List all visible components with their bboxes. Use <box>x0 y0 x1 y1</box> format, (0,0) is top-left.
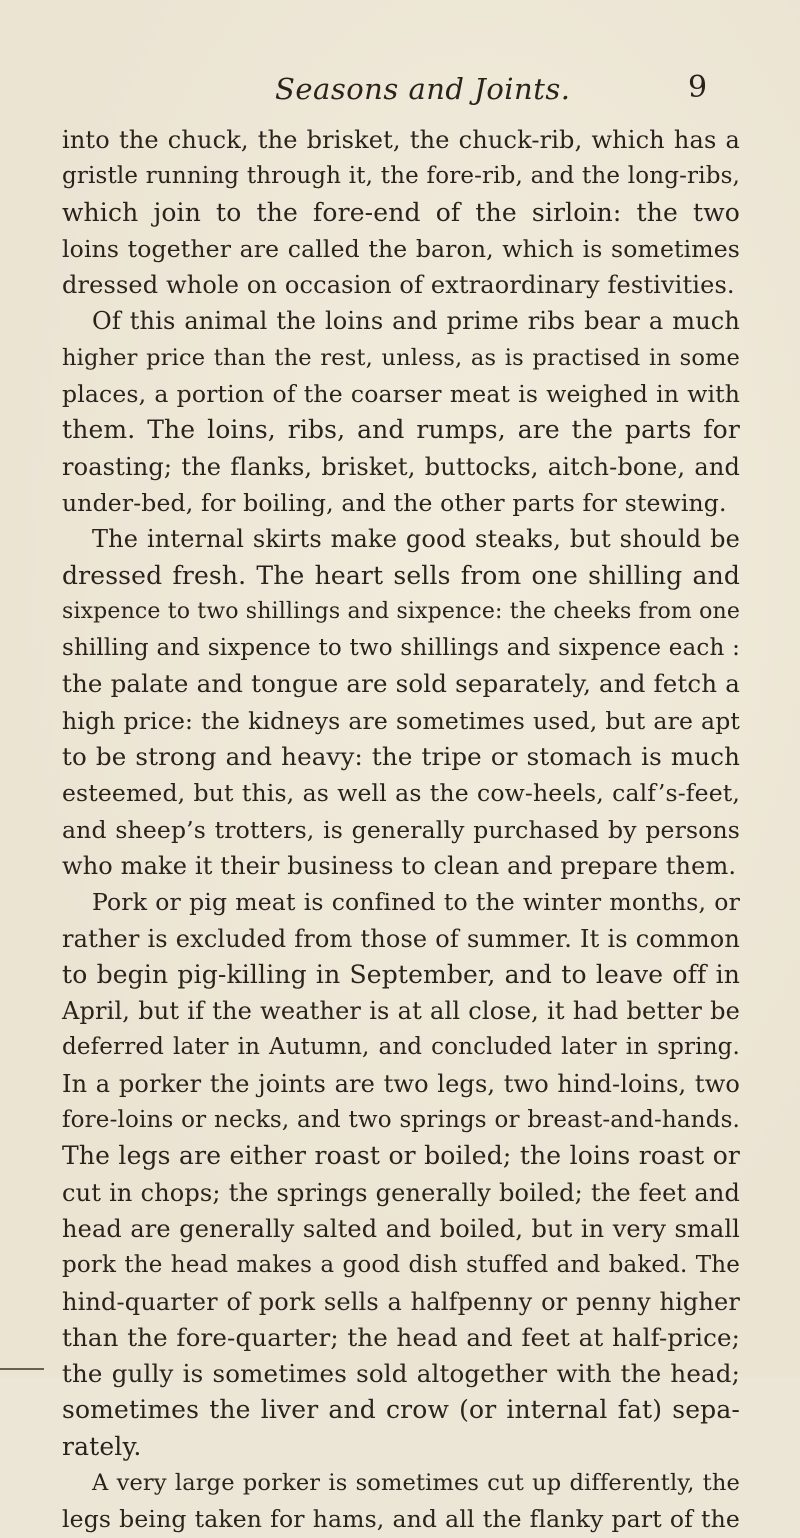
text-line: to be strong and heavy: the tripe or stomach is much <box>62 742 740 772</box>
text-line: into the chuck, the brisket, the chuck-rib, which has a <box>62 126 740 154</box>
text-line: hind-quarter of pork sells a halfpenny or penny higher <box>62 1287 740 1316</box>
text-line: legs being taken for hams, and all the flanky part of the <box>62 1505 740 1534</box>
text-line: April, but if the weather is at all close, it had better be <box>62 997 740 1026</box>
text-line: loins together are called the baron, which is sometimes <box>62 234 740 263</box>
paragraph-start-line: A very large porker is sometimes cut up differently, the <box>92 1469 740 1496</box>
text-line: than the fore-quarter; the head and feet at half-price; <box>62 1322 740 1352</box>
text-line: gristle running through it, the fore-rib, and the long-ribs, <box>62 163 740 190</box>
running-head <box>0 72 800 112</box>
text-line: The legs are either roast or boiled; the loins roast or <box>62 1141 740 1171</box>
paragraph-start-line: Of this animal the loins and prime ribs bear a much <box>92 307 740 336</box>
text-line: places, a portion of the coarser meat is weighed in with <box>62 380 740 409</box>
text-line: shilling and sixpence to two shillings and sixpence each : <box>62 635 740 662</box>
text-line: dressed whole on occasion of extraordinary festivities. <box>62 271 735 300</box>
text-line: sixpence to two shillings and sixpence: the cheeks from one <box>62 598 740 624</box>
running-title: Seasons and Joints. <box>275 72 571 106</box>
text-line: and sheep’s trotters, is generally purchased by persons <box>62 815 740 844</box>
text-line: under-bed, for boiling, and the other parts for stewing. <box>62 488 727 517</box>
text-line: deferred later in Autumn, and concluded later in spring. <box>62 1034 740 1061</box>
text-line: who make it their business to clean and prepare them. <box>62 851 737 880</box>
text-line: esteemed, but this, as well as the cow-heels, calf’s-feet, <box>62 779 740 808</box>
text-line: the gully is sometimes sold altogether with the head; <box>62 1359 740 1389</box>
text-line: roasting; the flanks, brisket, buttocks, aitch-bone, and <box>62 452 740 481</box>
paragraph-start-line: The internal skirts make good steaks, but should be <box>92 525 740 554</box>
text-line: head are generally salted and boiled, but in very small <box>62 1214 740 1243</box>
text-line: rately. <box>62 1431 142 1461</box>
text-line: higher price than the rest, unless, as is practised in some <box>62 344 740 371</box>
text-line: high price: the kidneys are sometimes used, but are apt <box>62 706 740 735</box>
text-line: which join to the fore-end of the sirloin: the two <box>62 197 740 227</box>
text-line: them. The loins, ribs, and rumps, are the parts for <box>62 415 740 445</box>
text-line: fore-loins or necks, and two springs or breast-and-hands. <box>62 1107 740 1134</box>
text-line: pork the head makes a good dish stuffed and baked. The <box>62 1252 740 1279</box>
text-line: to begin pig-killing in September, and to leave off in <box>62 959 740 989</box>
body-text <box>62 122 740 1538</box>
text-line: dressed fresh. The heart sells from one shilling and <box>62 560 740 590</box>
text-line: rather is excluded from those of summer. It is common <box>62 924 740 953</box>
page-number: 9 <box>688 70 708 105</box>
text-line: sometimes the liver and crow (or internal fat) sepa- <box>62 1395 740 1425</box>
text-line: cut in chops; the springs generally boiled; the feet and <box>62 1178 740 1207</box>
page-edge-mark <box>0 1368 44 1370</box>
text-line: In a porker the joints are two legs, two hind-loins, two <box>62 1069 740 1098</box>
paragraph-start-line: Pork or pig meat is confined to the winter months, or <box>92 888 740 917</box>
text-line: the palate and tongue are sold separately, and fetch a <box>62 669 740 699</box>
